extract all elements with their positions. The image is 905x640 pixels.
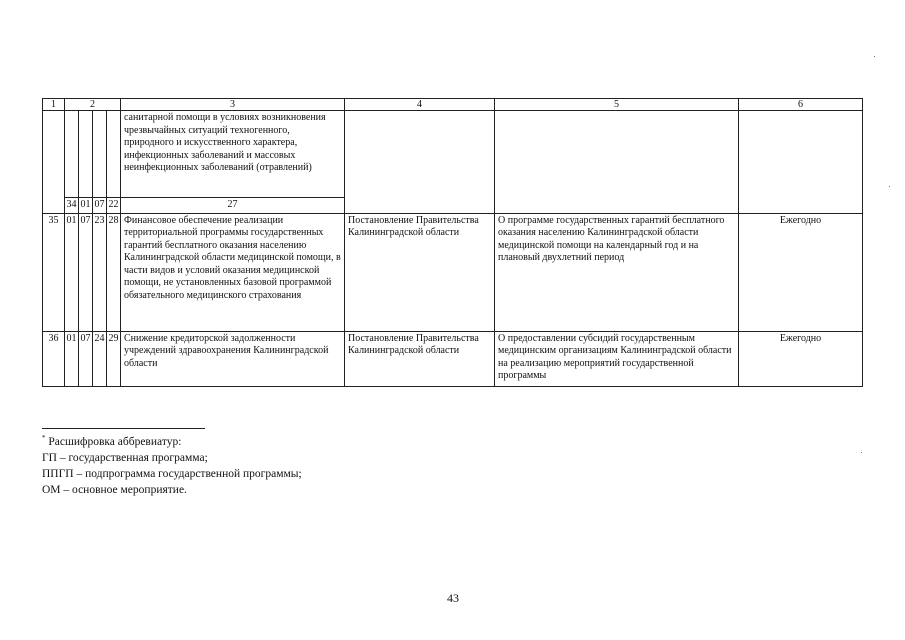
legal-act-cell	[345, 111, 495, 214]
footnote-line: ППГП – подпрограмма государственной программы;	[42, 467, 302, 480]
code-cell: 01	[79, 198, 93, 214]
table-header-row	[43, 99, 863, 111]
table-row	[43, 111, 863, 198]
scan-speck	[889, 186, 890, 187]
code-cell: 28	[107, 213, 121, 331]
code-cell: 27	[121, 198, 345, 214]
code-cell: 22	[107, 198, 121, 214]
header-cell-1: 1	[43, 99, 65, 111]
row-number: 34	[65, 198, 79, 214]
code-cell: 07	[93, 198, 107, 214]
activity-name-cell: Снижение кредиторской задолженности учреждений здравоохранения Калининградской области	[121, 331, 345, 386]
scan-speck	[874, 56, 875, 57]
page-number: 43	[447, 591, 459, 605]
row-number: 35	[43, 213, 65, 331]
table-row	[43, 213, 863, 331]
period-cell: Ежегодно	[739, 331, 863, 386]
scan-speck	[861, 452, 862, 453]
footnote-line: ОМ – основное мероприятие.	[42, 483, 187, 496]
footnote-marker: *	[42, 434, 46, 442]
code-cell	[79, 111, 93, 198]
footnote-divider	[42, 428, 205, 429]
code-cell: 24	[93, 331, 107, 386]
program-table	[42, 98, 863, 387]
legal-act-cell: Постановление Правительства Калининградской области	[345, 213, 495, 331]
act-title-cell: О предоставлении субсидий государственным медицинским организациям Калининградской области на реализацию мероприятий государственной программы	[495, 331, 739, 386]
row-number	[43, 111, 65, 214]
code-cell: 29	[107, 331, 121, 386]
act-title-cell	[495, 111, 739, 214]
header-cell-4: 4	[345, 99, 495, 111]
code-cell	[65, 111, 79, 198]
legal-act-cell: Постановление Правительства Калининградской области	[345, 331, 495, 386]
period-cell	[739, 111, 863, 214]
code-cell: 01	[65, 331, 79, 386]
activity-name-cell: Финансовое обеспечение реализации территориальной программы государственных гарантий бесплатного оказания населению Калининградской области медицинской помощи, в части видов и условий оказания медицинской помощи, не установленных базовой программой обязательного медицинского страхования	[121, 213, 345, 331]
code-cell	[93, 111, 107, 198]
table-row	[43, 331, 863, 386]
footnote	[42, 430, 302, 498]
header-cell-3: 3	[121, 99, 345, 111]
header-cell-2: 2	[65, 99, 121, 111]
activity-name-cell: санитарной помощи в условиях возникновения чрезвычайных ситуаций техногенного, природного и искусственного характера, инфекционных заболеваний и массовых неинфекционных заболеваний (отравлений)	[121, 111, 345, 198]
header-cell-5: 5	[495, 99, 739, 111]
code-cell: 23	[93, 213, 107, 331]
footnote-line: ГП – государственная программа;	[42, 451, 208, 464]
code-cell: 07	[79, 213, 93, 331]
act-title-cell: О программе государственных гарантий бесплатного оказания населению Калининградской области медицинской помощи на календарный год и на плановый двухлетний период	[495, 213, 739, 331]
period-cell: Ежегодно	[739, 213, 863, 331]
header-cell-6: 6	[739, 99, 863, 111]
row-number: 36	[43, 331, 65, 386]
code-cell: 01	[65, 213, 79, 331]
code-cell	[107, 111, 121, 198]
footnote-heading	[42, 430, 302, 450]
footnote-heading-text: Расшифровка аббревиатур:	[45, 435, 182, 448]
code-cell: 07	[79, 331, 93, 386]
